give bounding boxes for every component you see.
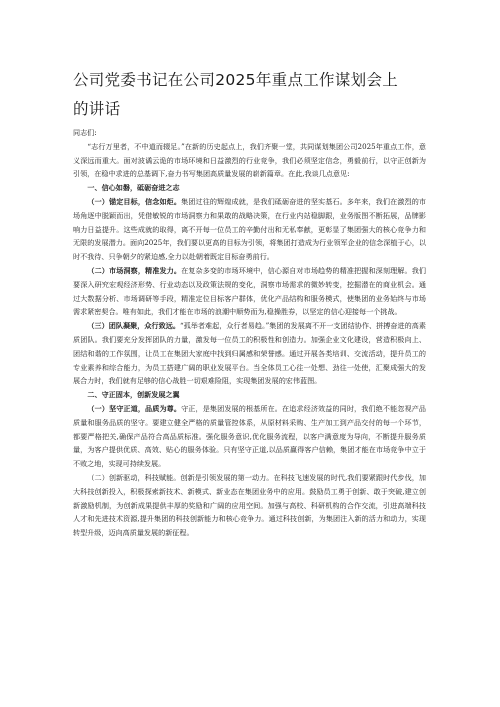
document-title: 公司党委书记在公司2025年重点工作谋划会上的讲话 (73, 71, 399, 118)
subheading: （三）团队凝聚，众行致远。 (87, 321, 181, 331)
paragraph (73, 402, 426, 471)
paragraph (73, 319, 426, 388)
paragraph-text: 守正，是集团发展的根基所在。在追求经济效益的同时，我们绝不能忽视产品质量和服务品质的坚守。要建立健全严格的质量管控体系，从原材料采购、生产加工到产品交付的每一个环节，都要严格把关,确保产品符合高品质标准。强化服务意识,优化服务流程，以客户满意度为导向，不断提升服务质量，为客户提供优质、高效、贴心的服务体验。只有坚守正道,以品质赢得客户信赖，集团才能在市场竞争中立于不败之地，实现可持续发展。 (73, 403, 427, 469)
paragraph-text: 在复杂多变的市场环境中，信心源自对市场趋势的精准把握和深刻理解。我们要深入研究宏观经济形势、行业动态以及政策法规的变化，洞察市场需求的微妙转变，挖掘潜在的商业机会。通过大数据分析、市场调研等手段，精准定位目标客户群体，优化产品结构和服务模式，使集团的业务始终与市场需求紧密契合。唯有如此，我们才能在市场的浪潮中顺势而为,稳操胜券，以坚定的信心迎接每一个挑战。 (73, 265, 427, 317)
section-heading-2: 二、守正固本，创新发展之翼 (87, 390, 180, 400)
paragraph (73, 471, 426, 540)
paragraph-text: “孤举者难起，众行者易趋。”集团的发展离不开一支团结协作、拼搏奋进的高素质团队。我们要充分发挥团队的力量，激发每一位员工的积极性和创造力。加强企业文化建设，营造积极向上、团结和谐的工作氛围，让员工在集团大家庭中找到归属感和荣誉感。通过开展各类培训、交流活动，提升员工的专业素养和综合能力，为员工搭建广阔的职业发展平台。当全体员工心往一处想、劲往一处使，汇聚成强大的发展合力时，我们就有足够的信心战胜一切艰难险阻，实现集团发展的宏伟蓝图。 (73, 321, 426, 386)
paragraph (73, 264, 426, 319)
paragraph (73, 195, 426, 264)
subheading: （一）锚定目标，信念如炬。 (87, 196, 182, 206)
section-heading-1: 一、信心如磐，砥砺奋进之志 (87, 183, 180, 193)
salutation: 同志们: (73, 128, 97, 137)
subheading: （一）坚守正道，品质为尊。 (87, 403, 182, 413)
paragraph-text: 集团过往的辉煌成就，是我们砥砺奋进的坚实基石。多年来，我们在激烈的市场角逐中脱颖而出，凭借敏锐的市场洞察力和果敢的战略决策，在行业内站稳脚跟，业务版图不断拓展，品牌影响力日益提升。这些成就的取得，离不开每一位员工的辛勤付出和无私奉献，更彰显了集团强大的核心竞争力和无限的发展潜力。面向2025年，我们要以更高的目标为引领，将集团打造成为行业领军企业的信念深植于心，以时不我待、只争朝夕的紧迫感,全力以赴朝着既定目标奋勇前行。 (73, 196, 427, 262)
intro-paragraph: “志行万里者，不中道而辍足。”在新的历史起点上，我们齐聚一堂，共同谋划集团公司2025年重点工作，意义深远而重大。面对波谲云诡的市场环境和日益激烈的行业竞争，我们必须坚定信念，勇毅前行，以守正创新为引领，在稳中求进的总基调下,奋力书写集团高质量发展的崭新篇章。在此,我谈几点意见: (73, 141, 426, 179)
paragraph-text: （二）创新驱动，科技赋能。创新是引领发展的第一动力。在科技飞速发展的时代,我们要紧跟时代步伐，加大科技创新投入，积极探索新技术、新模式、新业态在集团业务中的应用。鼓励员工勇于创新、敢于突破,建立创新激励机制，为创新成果提供丰厚的奖励和广阔的应用空间。加强与高校、科研机构的合作交流，引进高端科技人才和先进技术资源,提升集团的科技创新能力和核心竞争力。通过科技创新，为集团注入新的活力和动力，实现转型升级，迈向高质量发展的新征程。 (73, 472, 426, 538)
subheading: （二）市场洞察，精准发力。 (87, 265, 182, 275)
document-body (73, 126, 426, 540)
